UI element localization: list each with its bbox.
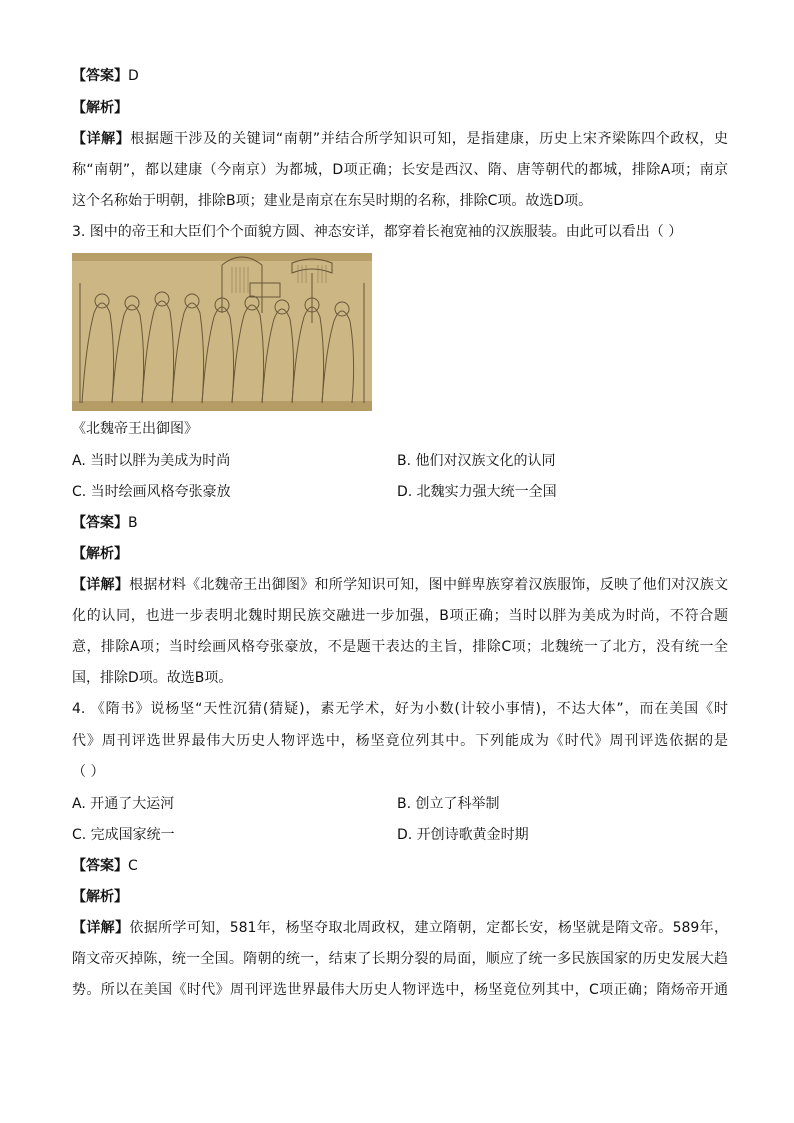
- answer-value: C: [128, 858, 138, 874]
- answer-label: 【答案】: [72, 515, 128, 531]
- q4-answer: [72, 856, 728, 876]
- q4-analysis-label: 【解析】: [72, 889, 128, 905]
- q4-stem-line-2: 代》周刊评选世界最伟大历史人物评选中，杨坚竟位列其中。下列能成为《时代》周刊评选依据的是: [72, 733, 728, 749]
- q2-detail-line-1: 【详解】根据题干涉及的关键词“南朝”并结合所学知识可知，是指建康，历史上宋齐梁陈四个政权，史: [72, 131, 728, 147]
- q4-stem-line-1: 4. 《隋书》说杨坚“天性沉猜(猜疑)，素无学术，好为小数(计较小事情)，不达大体”，而在美国《时: [72, 701, 728, 717]
- q2-detail-line-3: 这个名称始于明朝，排除B项；建业是南京在东吴时期的名称，排除C项。故选D项。: [72, 193, 593, 209]
- q4-option-c: C. 完成国家统一: [72, 827, 175, 843]
- northern-wei-emperor-procession-image: [72, 253, 372, 411]
- q2-answer: [72, 66, 728, 86]
- q4-detail-line-2: 隋文帝灭掉陈，统一全国。隋朝的统一，结束了长期分裂的局面，顺应了统一多民族国家的历史发展大趋: [72, 951, 728, 967]
- q4-detail-line-3: 势。所以在美国《时代》周刊评选世界最伟大历史人物评选中，杨坚竟位列其中，C项正确；隋炀帝开通: [72, 982, 728, 998]
- q3-detail-line-1: 【详解】根据材料《北魏帝王出御图》和所学知识可知，图中鲜卑族穿着汉族服饰，反映了他们对汉族文: [72, 577, 729, 593]
- detail-label: 【详解】: [72, 131, 131, 147]
- q2-detail-line-2: 称“南朝”，都以建康（今南京）为都城，D项正确；长安是西汉、隋、唐等朝代的都城，排除A项；南京: [72, 162, 728, 178]
- q3-analysis-label: 【解析】: [72, 546, 128, 562]
- image-caption: 《北魏帝王出御图》: [72, 421, 198, 437]
- q4-detail-line-1: 【详解】依据所学可知，581年，杨坚夺取北周政权，建立隋朝，定都长安，杨坚就是隋文帝。589年，: [72, 920, 728, 936]
- q2-analysis-label: 【解析】: [72, 100, 128, 116]
- q3-option-c: C. 当时绘画风格夸张豪放: [72, 484, 231, 500]
- q4-option-d: D. 开创诗歌黄金时期: [397, 827, 529, 843]
- detail-label: 【详解】: [72, 577, 130, 593]
- q3-answer: [72, 513, 728, 533]
- q3-option-b: B. 他们对汉族文化的认同: [397, 453, 556, 469]
- q3-detail-line-3: 意，排除A项；当时绘画风格夸张豪放，不是题干表达的主旨，排除C项；北魏统一了北方，没有统一全: [72, 639, 728, 655]
- q4-option-a: A. 开通了大运河: [72, 796, 175, 812]
- q3-option-d: D. 北魏实力强大统一全国: [397, 484, 557, 500]
- answer-value: B: [128, 515, 138, 531]
- answer-label: 【答案】: [72, 68, 128, 84]
- q3-detail-line-2: 化的认同，也进一步表明北魏时期民族交融进一步加强，B项正确；当时以胖为美成为时尚，不符合题: [72, 608, 728, 624]
- q3-detail-line-4: 国，排除D项。故选B项。: [72, 670, 233, 686]
- q3-option-a: A. 当时以胖为美成为时尚: [72, 453, 231, 469]
- detail-label: 【详解】: [72, 920, 130, 936]
- q3-stem: 3. 图中的帝王和大臣们个个面貌方圆、神态安详，都穿着长袍宽袖的汉族服装。由此可以看出（ ）: [72, 224, 683, 240]
- q4-option-b: B. 创立了科举制: [397, 796, 500, 812]
- q4-stem-line-3: （ ）: [72, 764, 105, 780]
- answer-label: 【答案】: [72, 858, 128, 874]
- answer-value: D: [128, 68, 139, 84]
